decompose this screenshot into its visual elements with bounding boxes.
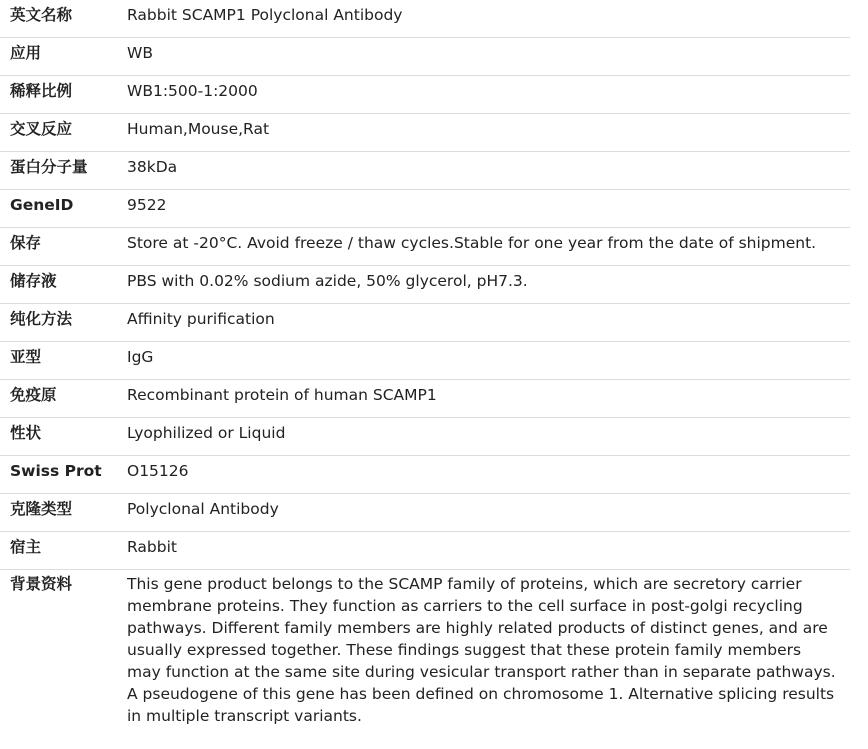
spec-row-dilution <box>0 76 850 114</box>
spec-value: WB1:500-1:2000 <box>127 82 258 100</box>
spec-label: 交叉反应 <box>10 120 73 138</box>
spec-label: 应用 <box>10 44 42 62</box>
spec-value: Polyclonal Antibody <box>127 500 279 518</box>
spec-label: GeneID <box>10 196 74 214</box>
spec-row-swiss-prot <box>0 456 850 494</box>
spec-label: 英文名称 <box>10 6 73 24</box>
spec-row-english-name <box>0 0 850 38</box>
spec-row-purification <box>0 304 850 342</box>
spec-label: 免疫原 <box>10 386 57 404</box>
spec-row-immunogen <box>0 380 850 418</box>
spec-label: 储存液 <box>10 272 57 290</box>
spec-label: 保存 <box>10 234 42 252</box>
spec-row-molecular-weight <box>0 152 850 190</box>
spec-label: 亚型 <box>10 348 42 366</box>
spec-label: 克隆类型 <box>10 500 73 518</box>
spec-value: 9522 <box>127 196 167 214</box>
spec-value: Recombinant protein of human SCAMP1 <box>127 386 437 404</box>
spec-row-storage <box>0 228 850 266</box>
spec-value: Lyophilized or Liquid <box>127 424 286 442</box>
spec-value: This gene product belongs to the SCAMP family of proteins, which are secretory carrier membrane proteins. They function as carriers to the cell surface in post-golgi recycling pathways. Different family members are highly related products of distinct genes, and are usually expressed together. These findings suggest that these protein family members may function at the same site during vesicular transport rather than in separate pathways. A pseudogene of this gene has been defined on chromosome 1. Alternative splicing results in multiple transcript variants. <box>127 575 836 725</box>
spec-row-application <box>0 38 850 76</box>
spec-row-storage-buffer <box>0 266 850 304</box>
spec-value: Affinity purification <box>127 310 275 328</box>
spec-row-reactivity <box>0 114 850 152</box>
spec-value: Human,Mouse,Rat <box>127 120 270 138</box>
spec-label: 性状 <box>10 424 42 442</box>
spec-value: Store at -20°C. Avoid freeze / thaw cycles.Stable for one year from the date of shipment. <box>127 234 817 252</box>
spec-row-host <box>0 532 850 570</box>
spec-label: 背景资料 <box>10 575 73 593</box>
spec-row-gene-id <box>0 190 850 228</box>
spec-label: Swiss Prot <box>10 462 102 480</box>
spec-row-clonality <box>0 494 850 532</box>
spec-row-form <box>0 418 850 456</box>
spec-label: 蛋白分子量 <box>10 158 88 176</box>
spec-value: Rabbit <box>127 538 177 556</box>
spec-value: WB <box>127 44 153 62</box>
spec-value: PBS with 0.02% sodium azide, 50% glycerol, pH7.3. <box>127 272 528 290</box>
spec-row-isotype <box>0 342 850 380</box>
spec-label: 宿主 <box>10 538 42 556</box>
spec-value: O15126 <box>127 462 189 480</box>
spec-row-background <box>0 570 850 727</box>
spec-value: 38kDa <box>127 158 178 176</box>
spec-value: Rabbit SCAMP1 Polyclonal Antibody <box>127 6 403 24</box>
spec-label: 纯化方法 <box>10 310 73 328</box>
spec-value: IgG <box>127 348 154 366</box>
spec-label: 稀释比例 <box>10 82 73 100</box>
